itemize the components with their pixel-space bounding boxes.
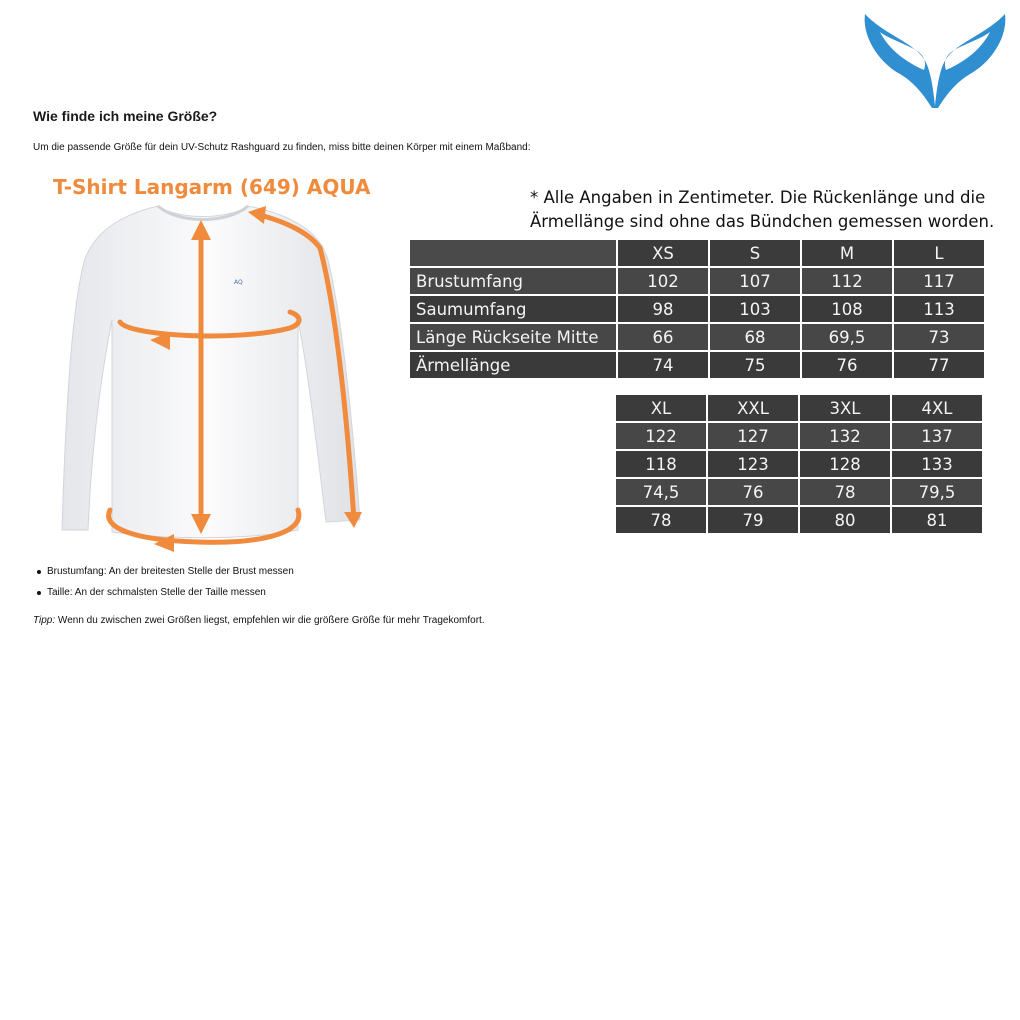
size-header-row (616, 395, 982, 421)
note-line-1: * Alle Angaben in Zentimeter. Die Rückenlänge und die (530, 188, 986, 207)
table-cell: 68 (710, 324, 800, 350)
table-cell: 79,5 (892, 479, 982, 505)
table-row (410, 296, 984, 322)
shirt-measure-illustration (58, 200, 368, 552)
table-row (410, 352, 984, 378)
row-label: Saumumfang (410, 296, 616, 322)
size-header: XS (618, 240, 708, 266)
table-cell: 69,5 (802, 324, 892, 350)
size-header: M (802, 240, 892, 266)
table-cell: 123 (708, 451, 798, 477)
measurement-note (530, 186, 994, 234)
table-cell: 102 (618, 268, 708, 294)
shirt-logo-mark: AQ (234, 279, 243, 286)
size-header: 3XL (800, 395, 890, 421)
row-label: Brustumfang (410, 268, 616, 294)
list-item: Brustumfang: An der breitesten Stelle der Brust messen (33, 565, 294, 586)
table-cell: 107 (710, 268, 800, 294)
table-cell: 74,5 (616, 479, 706, 505)
table-cell: 117 (894, 268, 984, 294)
table-cell: 133 (892, 451, 982, 477)
size-header: S (710, 240, 800, 266)
table-cell: 81 (892, 507, 982, 533)
table-cell: 78 (616, 507, 706, 533)
table-row (616, 507, 982, 533)
table-cell: 103 (710, 296, 800, 322)
intro-text: Um die passende Größe für dein UV-Schutz Rashguard zu finden, miss bitte deinen Körper mit einem Maßband: (33, 142, 531, 153)
table-cell: 77 (894, 352, 984, 378)
tip-label: Tipp: (33, 615, 56, 626)
table-row (410, 268, 984, 294)
table-cell: 76 (802, 352, 892, 378)
table-cell: 127 (708, 423, 798, 449)
table-row (616, 423, 982, 449)
table-cell: 128 (800, 451, 890, 477)
table-cell: 137 (892, 423, 982, 449)
table-cell: 74 (618, 352, 708, 378)
table-cell: 108 (802, 296, 892, 322)
tip-text (33, 615, 485, 626)
row-label: Ärmellänge (410, 352, 616, 378)
table-cell: 132 (800, 423, 890, 449)
size-table-xs-l (408, 238, 986, 380)
table-cell: 78 (800, 479, 890, 505)
table-row (616, 479, 982, 505)
table-cell: 75 (710, 352, 800, 378)
table-cell: 122 (616, 423, 706, 449)
measure-instructions-list (33, 565, 294, 607)
table-row (616, 451, 982, 477)
size-header-row (410, 240, 984, 266)
table-cell: 80 (800, 507, 890, 533)
list-item: Taille: An der schmalsten Stelle der Taille messen (33, 586, 294, 607)
table-cell: 76 (708, 479, 798, 505)
header-blank-cell (410, 240, 616, 266)
product-title: T-Shirt Langarm (649) AQUA (53, 175, 371, 199)
table-cell: 73 (894, 324, 984, 350)
tip-body: Wenn du zwischen zwei Größen liegst, empfehlen wir die größere Größe für mehr Tragekomfort. (55, 615, 485, 626)
whale-tail-logo-icon (862, 12, 1008, 110)
size-header: L (894, 240, 984, 266)
table-cell: 98 (618, 296, 708, 322)
page-title: Wie finde ich meine Größe? (33, 108, 218, 124)
size-table-xl-4xl (614, 393, 984, 535)
size-header: XL (616, 395, 706, 421)
table-cell: 79 (708, 507, 798, 533)
table-row (410, 324, 984, 350)
note-line-2: Ärmellänge sind ohne das Bündchen gemessen worden. (530, 212, 995, 231)
table-cell: 118 (616, 451, 706, 477)
size-header: XXL (708, 395, 798, 421)
table-cell: 112 (802, 268, 892, 294)
size-header: 4XL (892, 395, 982, 421)
shirt-shape (62, 206, 360, 538)
table-cell: 113 (894, 296, 984, 322)
table-cell: 66 (618, 324, 708, 350)
row-label: Länge Rückseite Mitte (410, 324, 616, 350)
